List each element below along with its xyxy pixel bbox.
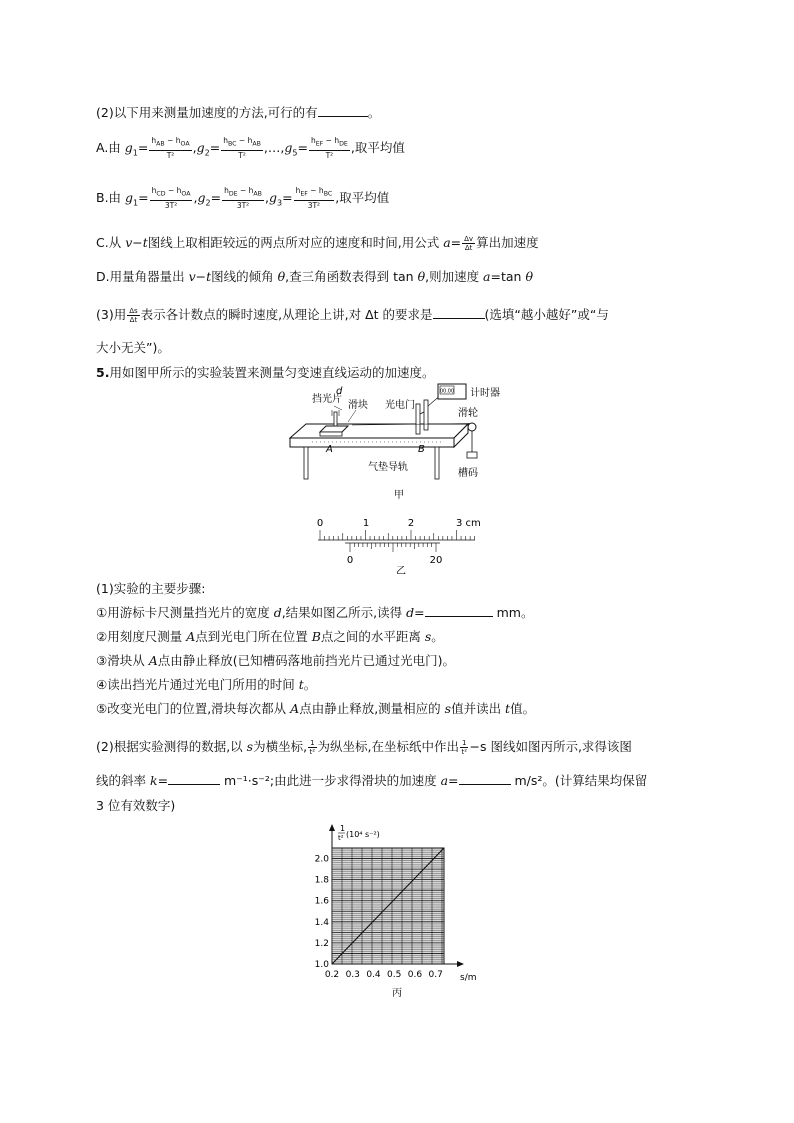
q2-option-b: B.由 $g_1=$ $\frac{h_{CD} - h_{OA}}{\text{3T²}}$ $,g_2=$ $\frac{h_{DE} - h_{AB}}{\text{3T²}}$ $,g_3=$ $\frac{h_{EF} - h_{BC}}{\text{3T²}}$ ,取平均值: [96, 186, 390, 210]
x-label: s/m: [460, 973, 477, 983]
fraction: $\frac{1}{\text{t²}}$: [309, 739, 316, 756]
step-1: ①用游标卡尺测量挡光片的宽度 d,结果如图乙所示,读得 d= mm。: [96, 605, 534, 620]
y-tick-label: 1.6: [314, 896, 329, 907]
main-scale-label: 1: [362, 518, 370, 529]
apparatus-figure: [282, 380, 512, 504]
part2-line1: (2)根据实验测得的数据,以 s为横坐标, $\frac{1}{\text{t²}}$ 为纵坐标,在坐标纸中作出 $\frac{1}{\text{t²}}$ −s 图线如图丙所示,求得该图: [96, 739, 632, 756]
fraction: $\frac{h_{CD} - h_{OA}}{\text{3T²}}$: [151, 186, 191, 210]
main-scale-label: 2: [407, 518, 415, 529]
x-tick-label: 0.7: [428, 970, 443, 980]
step-4: ④读出挡光片通过光电门所用的时间 t。: [96, 677, 317, 692]
x-axis-arrow: [457, 961, 464, 967]
q2-option-c: C.从 v−t图线上取相距较远的两点所对应的速度和时间,用公式 a= $\frac{\Delta v}{\Delta t}$ 算出加速度: [96, 235, 539, 252]
part2-line2: 线的斜率 k= m⁻¹·s⁻²;由此进一步求得滑块的加速度 a= m/s²。(计算结果均保留: [96, 773, 648, 788]
x-tick-label: 0.5: [387, 970, 402, 980]
caption-fig-c: 丙: [392, 988, 402, 999]
y-label-num: 1: [340, 824, 346, 833]
q2-option-d: D.用量角器量出 v−t图线的倾角 θ,查三角函数表得到 tan θ,则加速度 a=tan θ: [96, 269, 533, 284]
q2-option-a: A.由 $g_1=$ $\frac{h_{AB} - h_{OA}}{\text{T²}}$ $,g_2=$ $\frac{h_{BC} - h_{AB}}{\text{T²}}$ $,\dots,g_5=$ $\frac{h_{EF} - h_{DE}}{\text{T²}}$ ,取平均值: [96, 136, 405, 160]
y-tick-label: 1.0: [314, 960, 329, 970]
weight-block: [467, 452, 477, 458]
a-answer-blank[interactable]: [459, 772, 511, 785]
q2-stem: (2)以下用来测量加速度的方法,可行的有 。: [96, 105, 381, 120]
table-leg: [304, 447, 308, 479]
y-label-den: t²: [338, 834, 344, 842]
x-tick-label: 0.2: [324, 970, 340, 980]
caption-fig-a: 甲: [394, 490, 404, 501]
x-tick-label: 0.4: [366, 970, 381, 980]
k-answer-blank[interactable]: [168, 772, 220, 785]
label-gate: 光电门: [385, 400, 415, 411]
label-weight: 槽码: [458, 468, 478, 479]
part2-line3: 3 位有效数字): [96, 798, 176, 813]
label-track: 气垫导轨: [368, 462, 408, 473]
fraction: $\frac{1}{\text{t²}}$: [461, 739, 468, 756]
label-A: A: [326, 444, 333, 455]
y-label-unit: (10⁴ s⁻²): [346, 830, 380, 839]
label-pulley: 滑轮: [458, 408, 478, 419]
label-B: B: [418, 444, 425, 455]
fraction: $\frac{h_{AB} - h_{OA}}{\text{T²}}$: [151, 136, 190, 160]
y-tick-label: 1.2: [314, 938, 329, 949]
main-scale-label: 3 cm: [456, 518, 481, 529]
step-5: ⑤改变光电门的位置,滑块每次都从 A点由静止释放,测量相应的 s值并读出 t值。: [96, 701, 536, 716]
q3-line2: 大小无关”)。: [96, 340, 170, 355]
fraction: $\frac{h_{EF} - h_{DE}}{\text{T²}}$: [310, 136, 348, 160]
fraction: $\frac{\Delta v}{\Delta t}$: [464, 235, 474, 252]
y-tick-label: 1.8: [314, 875, 329, 886]
x-tick-label: 0.6: [407, 970, 423, 980]
vernier-figure: [310, 516, 490, 574]
air-track: [290, 424, 468, 438]
graph-figure: [308, 818, 508, 1008]
main-scale-label: 0: [316, 518, 324, 529]
fraction: $\frac{\Delta s}{\Delta t}$: [129, 307, 138, 324]
track-front: [290, 438, 454, 447]
vernier-scale-ticks: [350, 543, 436, 552]
label-shade: 挡光片: [312, 394, 342, 405]
label-slider: 滑块: [348, 400, 368, 411]
fraction: $\frac{h_{EF} - h_{BC}}{\text{3T²}}$: [295, 186, 333, 210]
timer-display: 00.00: [439, 388, 455, 395]
fraction: $\frac{h_{BC} - h_{AB}}{\text{T²}}$: [223, 136, 261, 160]
shade-plate: [334, 412, 337, 426]
y-tick-label: 2.0: [314, 854, 329, 865]
step-3: ③滑块从 A点由静止释放(已知槽码落地前挡光片已通过光电门)。: [96, 653, 455, 668]
step-2: ②用刻度尺测量 A点到光电门所在位置 B点之间的水平距离 s。: [96, 629, 444, 644]
y-axis-arrow: [329, 824, 335, 831]
q2-answer-blank[interactable]: [318, 104, 368, 117]
caption-fig-b: 乙: [396, 566, 406, 574]
q3-answer-blank[interactable]: [433, 306, 485, 319]
vernier-label: 20: [429, 555, 443, 566]
steps-title: (1)实验的主要步骤:: [96, 581, 206, 596]
y-tick-label: 1.4: [314, 917, 329, 928]
photogate: [416, 404, 420, 434]
q5-stem: 5.用如图甲所示的实验装置来测量匀变速直线运动的加速度。: [96, 365, 435, 380]
vernier-label: 0: [346, 555, 354, 566]
table-leg: [435, 447, 439, 479]
q2-stem-text: (2)以下用来测量加速度的方法,可行的有: [96, 105, 318, 120]
label-timer: 计时器: [470, 388, 500, 399]
x-tick-label: 0.3: [345, 970, 360, 980]
main-scale-ticks: [320, 530, 475, 540]
q3-line1: (3)用 $\frac{\Delta s}{\Delta t}$ 表示各计数点的瞬时速度,从理论上讲,对 Δt 的要求是 (选填“越小越好”或“与: [96, 307, 609, 324]
pulley: [468, 423, 476, 431]
label-d: d: [336, 386, 343, 397]
fraction: $\frac{h_{DE} - h_{AB}}{\text{3T²}}$: [224, 186, 262, 210]
d-answer-blank[interactable]: [425, 604, 493, 617]
